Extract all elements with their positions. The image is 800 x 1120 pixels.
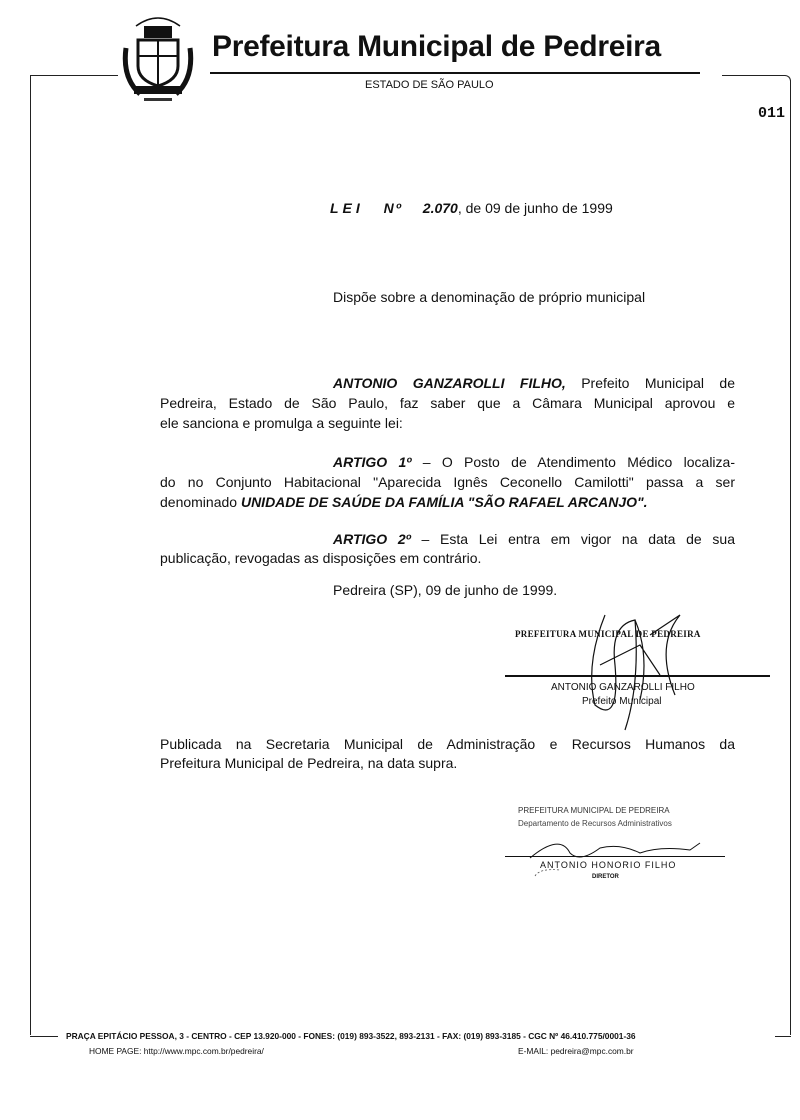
page-frame-top-left: [30, 75, 118, 76]
page-title: Prefeitura Municipal de Pedreira: [212, 30, 661, 63]
page-number: 011: [758, 105, 786, 122]
place-date: Pedreira (SP), 09 de junho de 1999.: [333, 582, 558, 598]
footer-rule-left: [30, 1036, 58, 1037]
footer-email: E-MAIL: pedreira@mpc.com.br: [518, 1046, 634, 1056]
artigo1-line-2: do no Conjunto Habitacional "Aparecida Ignês Ceconello Camilotti" passa a ser: [160, 474, 735, 490]
artigo1-line-1: ARTIGO 1º – O Posto de Atendimento Médico localiza-: [333, 454, 735, 470]
law-ementa: Dispõe sobre a denominação de próprio municipal: [333, 289, 646, 305]
mayor-role: Prefeito Municipal: [582, 696, 662, 707]
footer-address: PRAÇA EPITÁCIO PESSOA, 3 - CENTRO - CEP 13.920-000 - FONES: (019) 893-3522, 893-2131 - FAX: (019) 893-3185 - CGC Nº 46.410.775/0001-36: [66, 1031, 636, 1041]
footer-rule-right: [775, 1036, 791, 1037]
mayor-name: ANTONIO GANZAROLLI FILHO: [551, 682, 695, 693]
publication-line-1: Publicada na Secretaria Municipal de Administração e Recursos Humanos da: [160, 736, 735, 752]
artigo1-line-3: denominado UNIDADE DE SAÚDE DA FAMÍLIA "SÃO RAFAEL ARCANJO".: [160, 494, 648, 510]
mayor-stamp: PREFEITURA MUNICIPAL DE PEDREIRA: [515, 629, 701, 639]
footer-homepage: HOME PAGE: http://www.mpc.com.br/pedreira/: [89, 1046, 264, 1056]
page-frame-right: [790, 85, 791, 1035]
artigo2-line-2: publicação, revogadas as disposições em contrário.: [160, 550, 482, 566]
mayor-signature: [580, 605, 690, 735]
preamble-line-1: ANTONIO GANZAROLLI FILHO, Prefeito Municipal de: [333, 375, 735, 391]
artigo2-line-1: ARTIGO 2º – Esta Lei entra em vigor na data de sua: [333, 531, 735, 547]
director-signature: [520, 828, 720, 878]
publication-line-2: Prefeitura Municipal de Pedreira, na data supra.: [160, 755, 458, 771]
page-frame-top-right: [722, 75, 791, 86]
director-name: ANTONIO HONORIO FILHO: [540, 860, 677, 870]
director-department: Departamento de Recursos Administrativos: [518, 819, 672, 828]
law-heading: LEI Nº 2.070, de 09 de junho de 1999: [330, 200, 613, 216]
preamble-line-2: Pedreira, Estado de São Paulo, faz saber que a Câmara Municipal aprovou e: [160, 395, 735, 411]
page-frame-left: [30, 75, 31, 1035]
director-signature-rule: [505, 856, 725, 857]
title-rule: [210, 72, 700, 74]
preamble-line-3: ele sanciona e promulga a seguinte lei:: [160, 415, 403, 431]
director-role: DIRETOR: [592, 874, 619, 880]
director-stamp: PREFEITURA MUNICIPAL DE PEDREIRA: [518, 806, 670, 815]
state-subtitle: ESTADO DE SÃO PAULO: [365, 79, 494, 91]
municipal-crest: [122, 8, 194, 108]
